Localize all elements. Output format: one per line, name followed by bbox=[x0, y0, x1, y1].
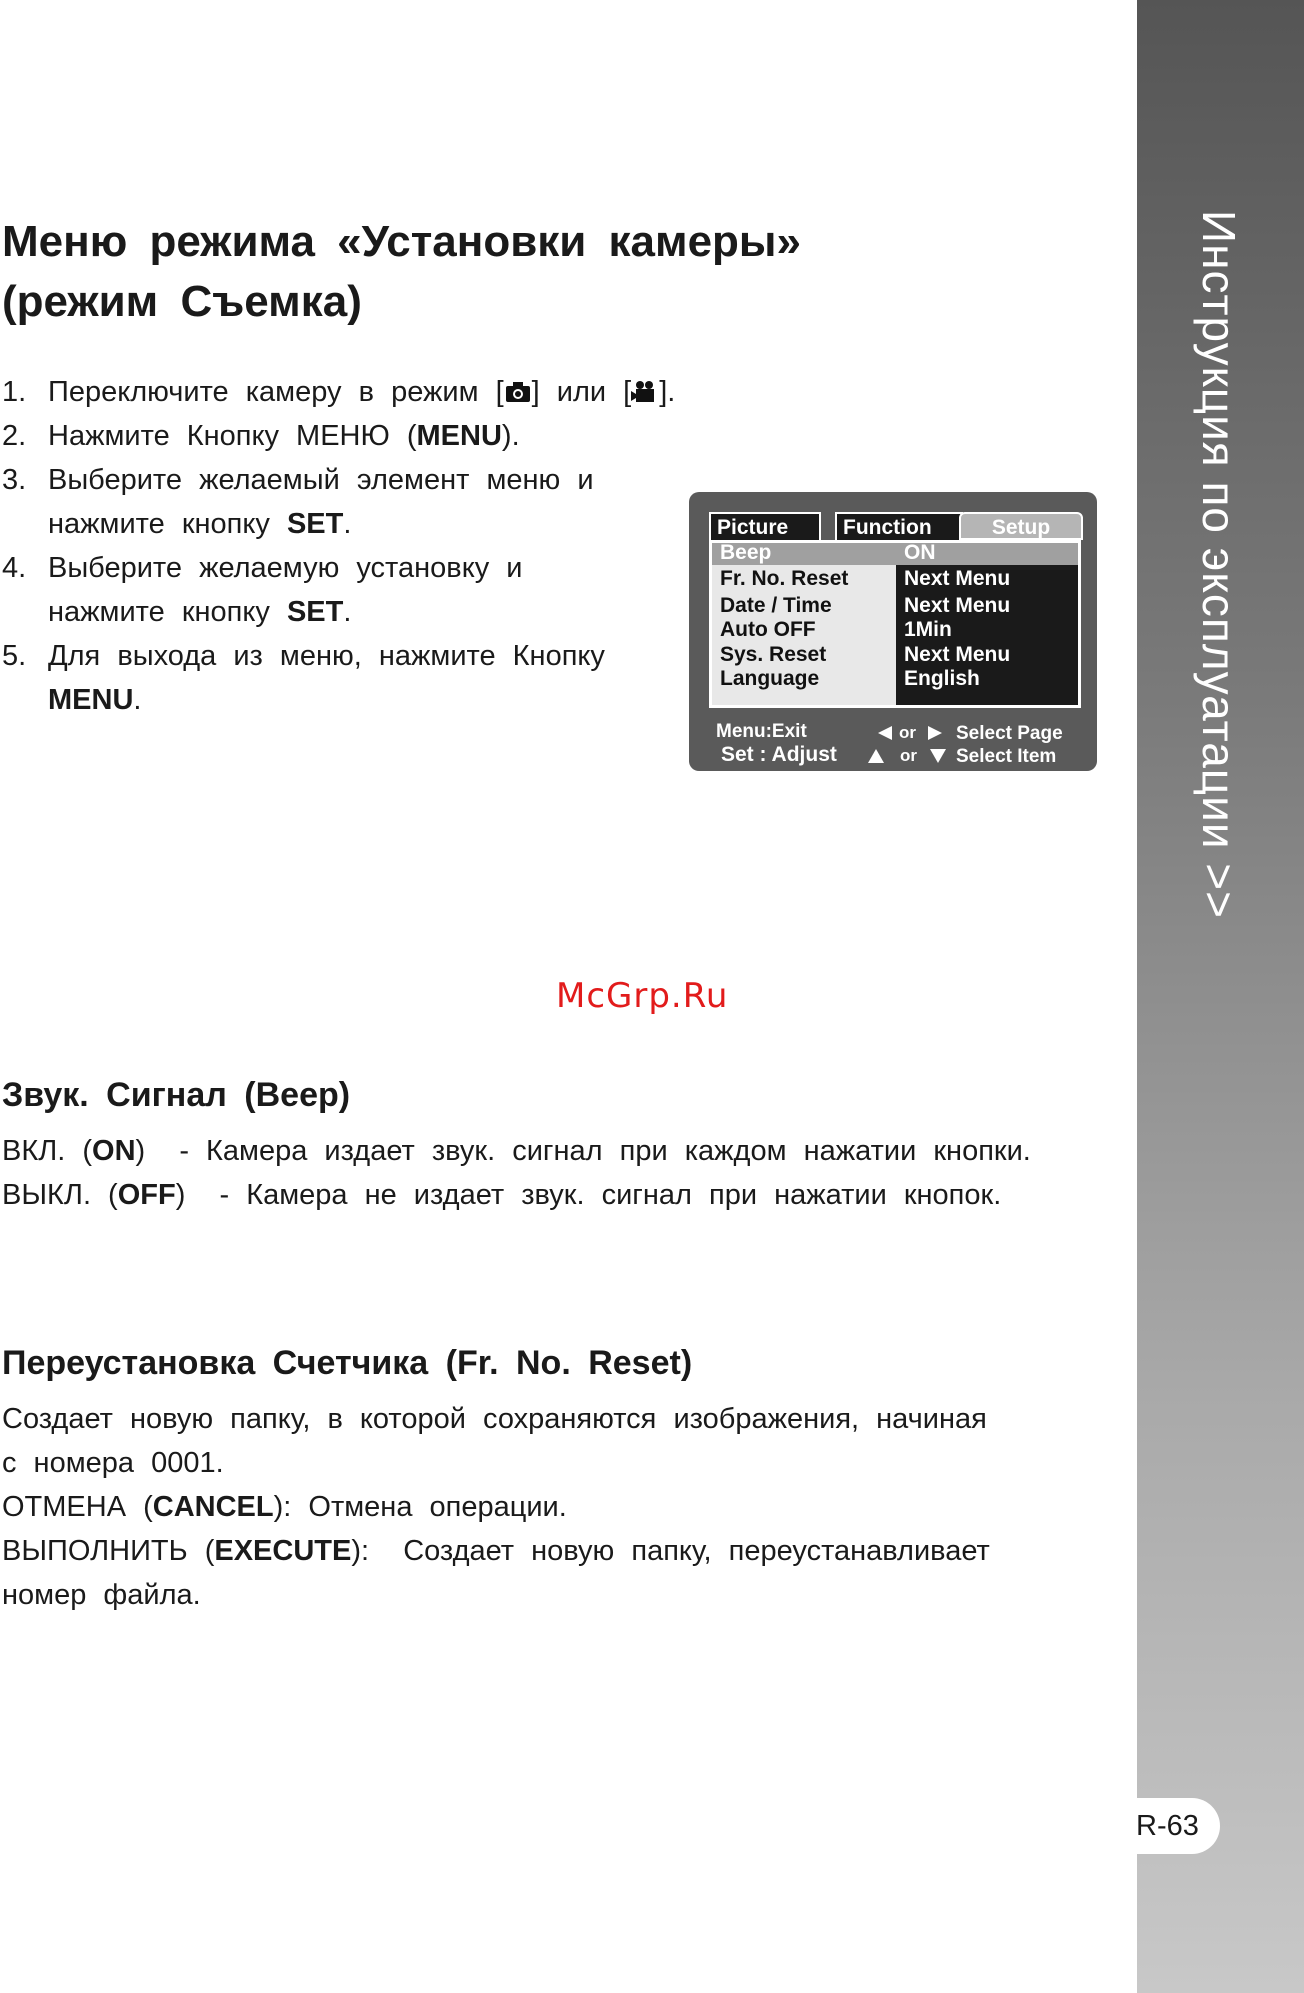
list-item: 3. Выберите желаемый элемент меню и нажмите кнопку SET. bbox=[2, 464, 594, 540]
menu-exit-hint: Menu:Exit bbox=[716, 721, 807, 742]
reset-execute-line: ВЫПОЛНИТЬ (EXECUTE): Создает новую папку, переустанавливает bbox=[2, 1535, 990, 1567]
beep-heading: Звук. Сигнал (Beep) bbox=[2, 1076, 351, 1114]
select-page-hint: Select Page bbox=[956, 723, 1063, 744]
beep-on-line: ВКЛ. (ON) - Камера издает звук. сигнал при каждом нажатии кнопки. bbox=[2, 1135, 1031, 1167]
arrow-left-icon bbox=[876, 725, 894, 741]
watermark: McGrp.Ru bbox=[556, 976, 729, 1016]
movie-camera-icon bbox=[631, 380, 659, 404]
arrow-right-icon bbox=[926, 725, 944, 741]
arrow-up-icon bbox=[867, 748, 885, 764]
list-item: 2. Нажмите Кнопку МЕНЮ (MENU). bbox=[2, 420, 520, 452]
instruction-steps bbox=[2, 370, 682, 722]
set-adjust-hint: Set : Adjust bbox=[721, 743, 837, 766]
list-item: 5. Для выхода из меню, нажмите Кнопку MENU. bbox=[2, 640, 605, 716]
camera-icon bbox=[504, 380, 532, 404]
select-item-hint: Select Item bbox=[956, 746, 1057, 767]
page-number: R-63 bbox=[1128, 1798, 1220, 1854]
list-item: 4. Выберите желаемую установку и нажмите кнопку SET. bbox=[2, 552, 523, 628]
reset-desc-line1: Создает новую папку, в которой сохраняются изображения, начиная bbox=[2, 1403, 987, 1435]
arrow-down-icon bbox=[929, 748, 947, 764]
menu-panel: Beep ON Fr. No. Reset Next Menu Date / Time Next Menu Auto OFF 1Min Sys. Reset Next Menu Language English bbox=[709, 540, 1081, 708]
tab-setup: Setup bbox=[959, 512, 1083, 540]
page-title: Меню режима «Установки камеры» (режим Съемка) bbox=[2, 217, 801, 326]
tab-function: Function bbox=[835, 512, 963, 540]
reset-cancel-line: ОТМЕНА (CANCEL): Отмена операции. bbox=[2, 1491, 567, 1523]
or-label: or bbox=[900, 746, 917, 765]
reset-execute-line2: номер файла. bbox=[2, 1579, 201, 1611]
beep-off-line: ВЫКЛ. (OFF) - Камера не издает звук. сигнал при нажатии кнопок. bbox=[2, 1179, 1002, 1211]
tab-picture: Picture bbox=[709, 512, 821, 540]
camera-menu-screenshot bbox=[689, 492, 1097, 771]
reset-desc-line2: с номера 0001. bbox=[2, 1447, 224, 1479]
list-item: 1. Переключите камеру в режим [ ] или [ ]. bbox=[2, 376, 676, 408]
or-label: or bbox=[899, 723, 916, 742]
reset-heading: Переустановка Счетчика (Fr. No. Reset) bbox=[2, 1344, 693, 1382]
